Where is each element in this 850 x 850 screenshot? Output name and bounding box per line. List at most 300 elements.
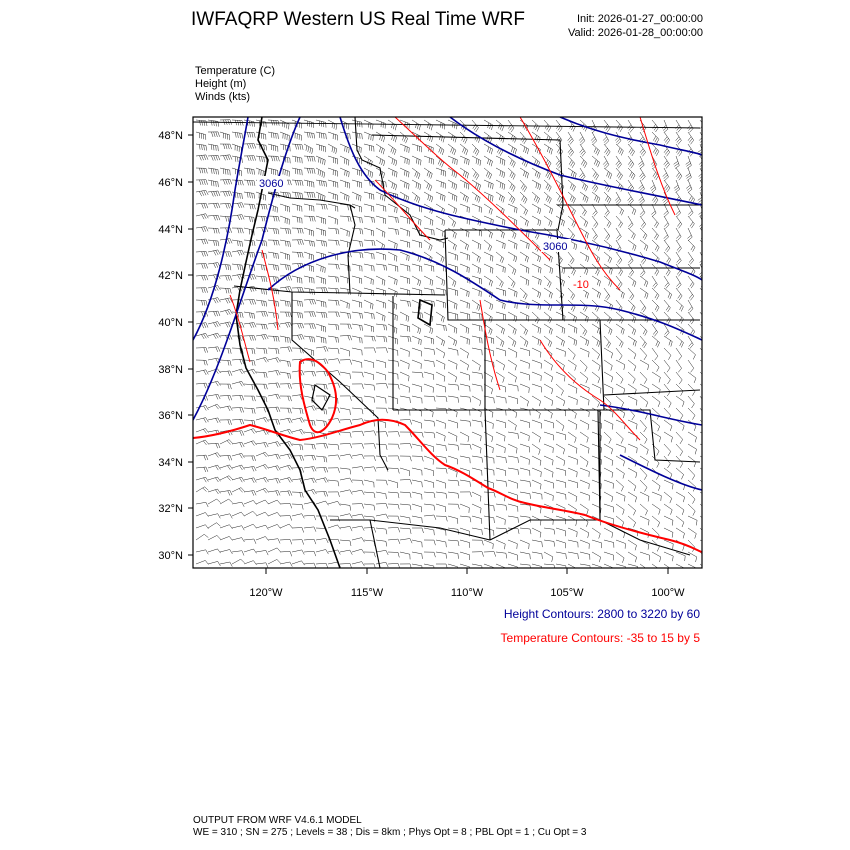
wind-barb [376, 300, 386, 308]
wind-barb [352, 480, 363, 485]
wind-barb [460, 144, 468, 155]
wind-barb [364, 120, 373, 129]
wind-barb [676, 360, 682, 372]
wind-barb [676, 300, 683, 311]
wind-barb [292, 528, 304, 533]
wind-barb [196, 418, 208, 423]
wind-barb [364, 480, 374, 487]
wind-barb [400, 252, 409, 261]
wind-barb [652, 192, 658, 204]
wind-barb [280, 216, 289, 225]
wind-barb [328, 525, 341, 529]
wind-barb [256, 477, 268, 482]
wind-barb [532, 468, 541, 477]
wind-barb [304, 371, 316, 376]
field-winds: Winds (kts) [195, 91, 250, 103]
wind-barb [424, 396, 435, 402]
wind-barb [268, 466, 280, 471]
wind-barb [208, 489, 221, 494]
wind-barb [580, 516, 588, 527]
wind-barb [700, 240, 706, 252]
wind-barb [664, 132, 670, 144]
wind-barb [579, 132, 585, 145]
wind-barb [664, 300, 670, 312]
wind-barb [652, 504, 660, 515]
wind-barb [508, 288, 517, 297]
wind-barb [244, 396, 255, 401]
wind-barb [652, 516, 660, 527]
wind-barb [580, 336, 589, 346]
wind-barb [304, 527, 316, 532]
wind-barb [328, 444, 339, 450]
wind-barb [652, 348, 658, 360]
wind-barb [268, 168, 278, 176]
wind-barb [628, 216, 633, 228]
wind-barb [628, 336, 636, 346]
wind-barb [472, 288, 481, 297]
wind-barb [292, 276, 302, 284]
wind-barb [448, 288, 458, 296]
wind-barb [460, 420, 471, 426]
wind-barb [592, 216, 598, 228]
wind-barb [460, 192, 468, 202]
wind-barb [496, 252, 504, 263]
wind-barb [256, 334, 268, 339]
wind-barb [352, 454, 364, 459]
wind-barb [412, 240, 422, 248]
wind-barb [424, 384, 433, 393]
wind-barb [352, 526, 364, 531]
wind-barb [544, 132, 552, 143]
wind-barb [568, 564, 577, 574]
wind-barb [244, 312, 255, 319]
wind-barb [304, 276, 314, 283]
wind-barb [520, 408, 530, 415]
wind-barb [280, 120, 289, 129]
wind-barb [568, 156, 575, 168]
wind-barb [544, 312, 552, 323]
wind-barb [544, 468, 553, 477]
wind-barb [664, 528, 673, 538]
wind-barb [436, 288, 446, 295]
wind-barb [364, 456, 376, 461]
wind-barb [604, 468, 613, 478]
wind-barb [220, 203, 232, 208]
wind-barb [688, 360, 694, 372]
wind-barb [532, 192, 540, 203]
wind-barb [592, 360, 600, 371]
wind-barb [508, 396, 518, 404]
wind-barb [208, 180, 218, 187]
wind-barb [496, 168, 505, 178]
wind-barb [352, 549, 364, 553]
wind-barb [520, 264, 529, 274]
plot-title: IWFAQRP Western US Real Time WRF [191, 9, 525, 30]
wind-barb [352, 288, 361, 297]
wind-barb [544, 528, 555, 534]
wind-barb [664, 420, 672, 431]
wind-barb [448, 144, 456, 155]
wind-barb [520, 216, 528, 226]
wind-barb [472, 504, 481, 513]
wind-barb [352, 240, 363, 247]
wind-barb [328, 204, 338, 212]
wind-barb [676, 516, 684, 527]
wind-barb [340, 504, 351, 511]
wind-barb [616, 252, 622, 264]
wind-barb [520, 204, 528, 215]
wind-barb [412, 336, 421, 345]
wind-barb [652, 564, 660, 575]
wind-barb [615, 132, 621, 145]
wind-barb [650, 180, 656, 193]
wind-barb [508, 432, 519, 439]
wind-barb [400, 539, 412, 544]
wind-barb [220, 252, 232, 257]
wind-barb [616, 180, 623, 192]
wind-barb [580, 492, 589, 501]
wind-barb [568, 396, 577, 405]
wind-barb [316, 300, 326, 308]
wind-barb [592, 264, 599, 276]
wind-barb [568, 312, 577, 322]
wind-barb [304, 467, 316, 472]
wind-barb [604, 192, 611, 204]
wind-barb [304, 384, 315, 391]
wind-barb [376, 540, 387, 546]
wind-barb [208, 240, 219, 246]
wind-barb [412, 480, 422, 487]
wind-barb [532, 168, 540, 179]
wind-barb [220, 420, 232, 425]
wind-barb [676, 396, 684, 407]
wind-barb [232, 419, 244, 424]
wind-barb [376, 372, 386, 380]
wind-barb [688, 300, 693, 313]
wind-barb [604, 480, 613, 489]
wind-barb [280, 347, 292, 352]
wind-barb [400, 456, 411, 461]
wind-barb [496, 480, 507, 487]
wind-barb [604, 312, 612, 323]
wind-barb [460, 552, 470, 560]
wind-barb [340, 478, 352, 483]
lat-axis [188, 135, 193, 555]
wind-barb [652, 300, 659, 312]
wind-barb [208, 191, 220, 197]
wind-barb [496, 204, 504, 215]
wind-barb [244, 549, 257, 553]
wind-barb [556, 360, 564, 370]
lon-axis [266, 568, 668, 574]
wind-barb [664, 480, 673, 489]
wind-barb [460, 396, 471, 402]
wind-barb [220, 514, 232, 519]
wind-barb [580, 408, 589, 417]
wind-barb [676, 120, 682, 132]
wind-barb [352, 562, 364, 567]
wind-barb [460, 540, 470, 548]
wind-barb [688, 492, 695, 504]
wind-barb [460, 240, 469, 250]
wind-barb [664, 312, 671, 324]
wind-barb [400, 228, 409, 237]
wind-barb [220, 168, 230, 175]
wind-barb [412, 180, 421, 190]
wind-barb [592, 540, 602, 548]
wind-barb [604, 372, 613, 382]
wind-barb [640, 420, 647, 432]
wind-barb [532, 456, 541, 466]
wind-barb [280, 539, 292, 544]
wind-barb [412, 492, 422, 500]
wind-barb [688, 204, 693, 216]
wind-barb [460, 492, 472, 497]
wind-barb [424, 324, 433, 334]
wind-barb [520, 540, 529, 549]
wind-barb [676, 528, 685, 538]
wind-barb [364, 264, 374, 271]
wind-barb [340, 514, 352, 519]
wind-barb [316, 456, 327, 462]
wind-barb [652, 276, 657, 288]
wind-barb [256, 464, 269, 469]
wind-barb [328, 240, 339, 246]
wind-barb [208, 523, 220, 528]
wind-barb [244, 561, 257, 565]
wind-barb [292, 383, 304, 388]
wind-barb [436, 444, 446, 451]
wind-barb [268, 228, 279, 234]
wind-barb [376, 360, 386, 368]
wind-barb [388, 504, 399, 509]
wind-barb [376, 144, 385, 154]
wind-barb [376, 514, 388, 519]
wind-barb [664, 204, 669, 217]
wind-barb [196, 120, 207, 126]
wind-barb [304, 252, 314, 260]
wind-barb [424, 372, 434, 380]
wind-barb [484, 492, 495, 498]
wind-barb [556, 468, 566, 476]
wind-barb [688, 348, 696, 359]
wind-barb [628, 324, 636, 335]
wind-barb [652, 144, 659, 156]
wind-barb [448, 180, 457, 190]
wind-barb [700, 420, 707, 432]
wind-barb [364, 372, 374, 380]
wind-barb [280, 312, 292, 317]
wind-barb [220, 298, 232, 304]
wind-barb [556, 540, 566, 548]
wind-barb [484, 168, 492, 179]
wind-barb [604, 456, 613, 466]
wind-barb [544, 360, 553, 370]
wind-barb [532, 384, 542, 392]
wind-barb [700, 540, 709, 549]
wind-barb [616, 396, 624, 407]
wind-barb [340, 420, 352, 425]
wind-barb [448, 372, 457, 382]
wind-barb [604, 360, 612, 371]
wind-barb [460, 456, 470, 463]
wind-barb [592, 348, 600, 359]
wind-barb [484, 144, 493, 154]
wind-barb [196, 300, 207, 306]
wind-barb [448, 432, 457, 442]
wind-barb [196, 502, 208, 507]
wind-barb [640, 240, 648, 251]
wind-barb [256, 407, 268, 412]
wind-barb [448, 336, 457, 346]
wind-barb [520, 396, 529, 406]
wind-barb [520, 288, 527, 300]
wind-barb [700, 408, 706, 420]
wind-barb [436, 252, 444, 263]
wind-barb [412, 540, 422, 547]
wind-barb [388, 539, 400, 544]
wind-barb [628, 228, 635, 239]
wind-barb [676, 204, 681, 217]
wind-barb [376, 420, 386, 428]
wind-barb [424, 156, 434, 165]
wind-barb [340, 144, 349, 153]
wind-barb [232, 359, 244, 364]
wind-barb [436, 276, 445, 286]
wind-barb [220, 360, 231, 366]
wind-barb [196, 288, 208, 293]
wind-barb [592, 156, 600, 167]
wind-barb [652, 228, 659, 240]
wind-barb [208, 443, 220, 448]
wind-barb [280, 408, 291, 413]
wind-barb [220, 499, 233, 504]
wind-barb [400, 468, 410, 476]
wind-barb [304, 324, 316, 329]
wind-barb [688, 552, 697, 562]
wind-barb [400, 360, 409, 369]
wind-barb [484, 540, 493, 549]
wind-barb [496, 312, 506, 320]
model-info: OUTPUT FROM WRF V4.6.1 MODEL [193, 815, 362, 826]
wind-barb [484, 456, 494, 463]
wind-barb [532, 348, 541, 358]
wind-barb [676, 456, 683, 468]
wind-barb [580, 252, 589, 262]
wind-barb [316, 467, 328, 472]
wind-barb [400, 216, 410, 224]
wind-barb [520, 360, 529, 369]
wind-barb [232, 551, 244, 556]
wind-barb [520, 516, 531, 523]
wind-barb [268, 491, 280, 496]
wind-barb [208, 404, 221, 409]
wind-barb [652, 372, 660, 382]
wind-barb [604, 288, 610, 300]
wind-barb [520, 528, 531, 534]
wind-barb [412, 144, 422, 152]
wind-barb [640, 372, 647, 384]
wind-barb [280, 204, 290, 212]
wind-barb [616, 336, 623, 348]
wind-barb [616, 504, 624, 515]
height-contour-legend: Height Contours: 2800 to 3220 by 60 [503, 607, 700, 621]
wind-barb [448, 312, 458, 320]
wind-barb [556, 528, 566, 536]
wind-barb [436, 192, 445, 201]
wind-barb [220, 228, 232, 233]
wind-barb [616, 384, 625, 394]
wind-barb [328, 168, 338, 177]
wind-barb [628, 468, 637, 478]
wind-barb [496, 432, 505, 441]
wind-barb [556, 456, 565, 466]
wind-barb [700, 336, 707, 348]
wind-barb [448, 276, 456, 287]
wind-barb [208, 263, 220, 268]
wind-barb [436, 396, 447, 402]
wind-barb [400, 312, 409, 322]
temperature-label-1: -10 [573, 279, 589, 291]
wind-barb [532, 216, 541, 226]
wind-barb [232, 408, 244, 413]
wind-barb [400, 324, 410, 332]
wind-barb [400, 528, 411, 534]
wind-barb [520, 480, 531, 487]
wind-barb [544, 348, 552, 359]
wind-barb [364, 276, 373, 285]
wind-barb [640, 300, 646, 312]
wind-barb [280, 429, 292, 434]
wind-barb [424, 348, 435, 355]
wind-barb [484, 240, 492, 251]
wind-barb [460, 264, 469, 273]
wind-barb [220, 525, 233, 529]
wind-barb [688, 276, 694, 288]
wind-barb [472, 144, 479, 156]
wind-barb [316, 492, 328, 497]
wind-barb [520, 324, 528, 335]
wind-barb [256, 300, 267, 307]
wind-barb [268, 478, 280, 483]
wind-barb [472, 420, 482, 427]
wind-barb [412, 348, 422, 356]
wind-barb [532, 180, 541, 190]
wind-barb [568, 336, 577, 346]
wind-barb [508, 252, 517, 262]
wind-barb [208, 499, 221, 504]
wind-barb [244, 216, 255, 223]
wind-barb [232, 453, 244, 458]
wind-barb [472, 252, 480, 263]
wind-barb [436, 372, 445, 382]
wind-barb [400, 264, 410, 272]
wind-barb [304, 144, 313, 154]
wind-barb [256, 563, 268, 568]
wind-barb [436, 420, 445, 429]
wind-barb [580, 396, 589, 405]
wind-barb [688, 444, 697, 454]
wind-barb [388, 180, 397, 190]
wind-barb [268, 524, 281, 528]
wind-barb [400, 443, 412, 448]
wind-barb [268, 132, 278, 139]
wind-barb [604, 420, 613, 430]
wind-barb [352, 300, 362, 308]
lat-label: 44°N [158, 224, 183, 236]
wind-barb [448, 192, 457, 202]
wind-barb [352, 312, 363, 319]
